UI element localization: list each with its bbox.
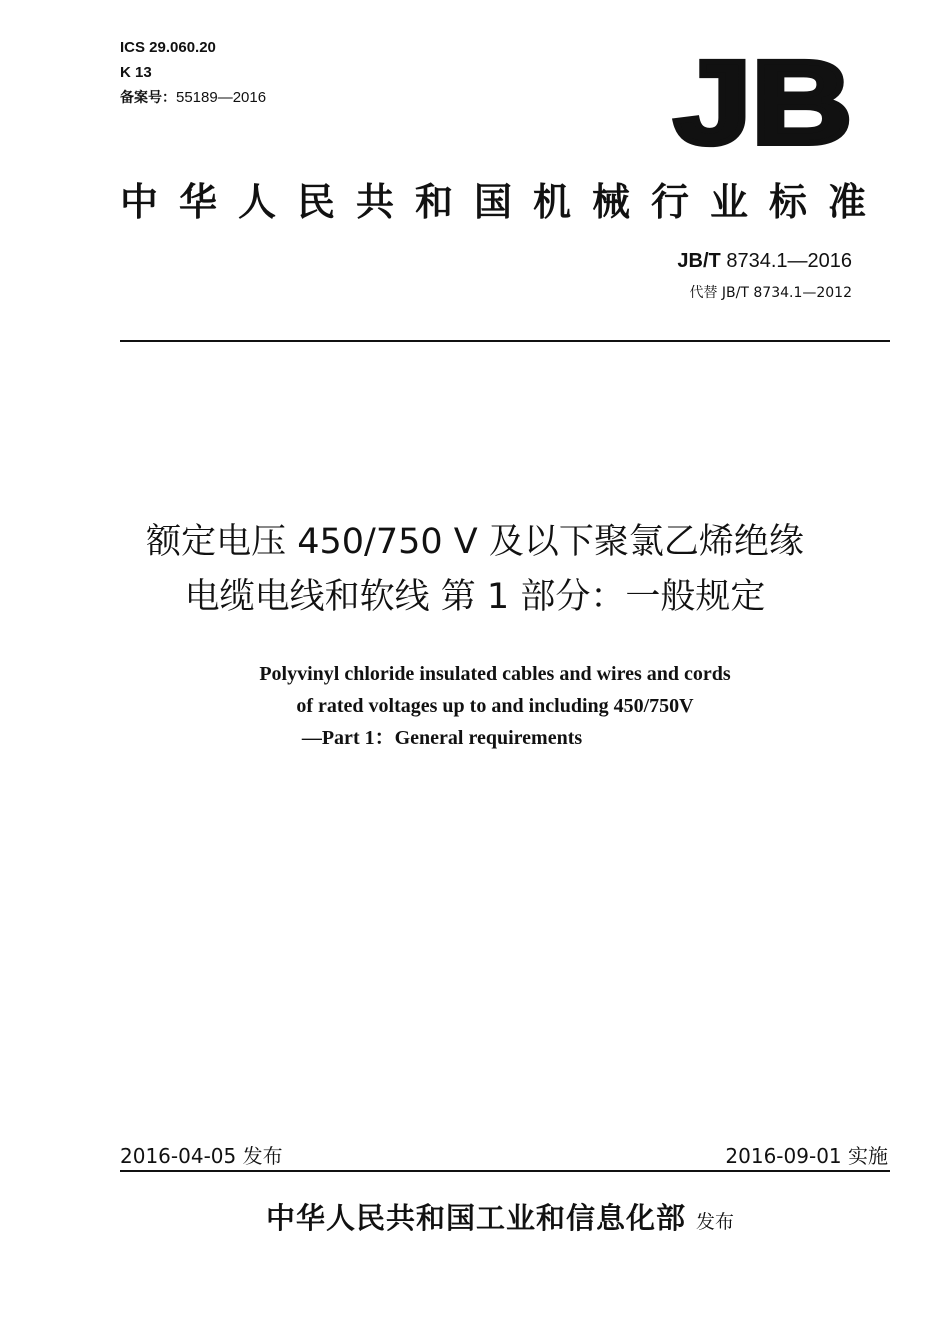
title-english-line2: of rated voltages up to and including 450/750V bbox=[296, 695, 694, 717]
standard-number-value: 8734.1—2016 bbox=[726, 250, 852, 272]
standard-prefix: JB/T bbox=[677, 250, 721, 272]
issuer-suffix: 发布 bbox=[696, 1211, 735, 1233]
standard-category: 中华人民共和国机械行业标准 bbox=[120, 180, 888, 224]
replaces-number: JB/T 8734.1—2012 bbox=[721, 285, 852, 301]
top-divider bbox=[120, 340, 890, 342]
ics-code: ICS 29.060.20 bbox=[120, 39, 216, 56]
implementation-date: 2016-09-01 实施 bbox=[725, 1144, 888, 1168]
replaces-label: 代替 bbox=[689, 285, 718, 301]
title-chinese-line1: 额定电压 450/750 V 及以下聚氯乙烯绝缘 bbox=[146, 522, 804, 562]
standard-number bbox=[677, 250, 852, 273]
record-label: 备案号： bbox=[120, 90, 176, 106]
jb-logo-text: JB bbox=[674, 55, 852, 150]
ccs-code: K 13 bbox=[120, 64, 152, 81]
jb-logo bbox=[668, 55, 858, 150]
record-number bbox=[120, 88, 266, 108]
issuer-name: 中华人民共和国工业和信息化部 bbox=[265, 1201, 686, 1235]
title-chinese-line2: 电缆电线和软线 第 1 部分：一般规定 bbox=[184, 577, 766, 617]
title-english-line1: Polyvinyl chloride insulated cables and wires and cords bbox=[259, 663, 731, 685]
bottom-divider bbox=[120, 1170, 890, 1172]
issuer bbox=[0, 1196, 950, 1237]
replaces-standard bbox=[689, 282, 852, 302]
title-english-line3: —Part 1：General requirements bbox=[301, 727, 583, 749]
issue-date: 2016-04-05 发布 bbox=[120, 1144, 283, 1168]
record-value: 55189—2016 bbox=[176, 89, 267, 106]
